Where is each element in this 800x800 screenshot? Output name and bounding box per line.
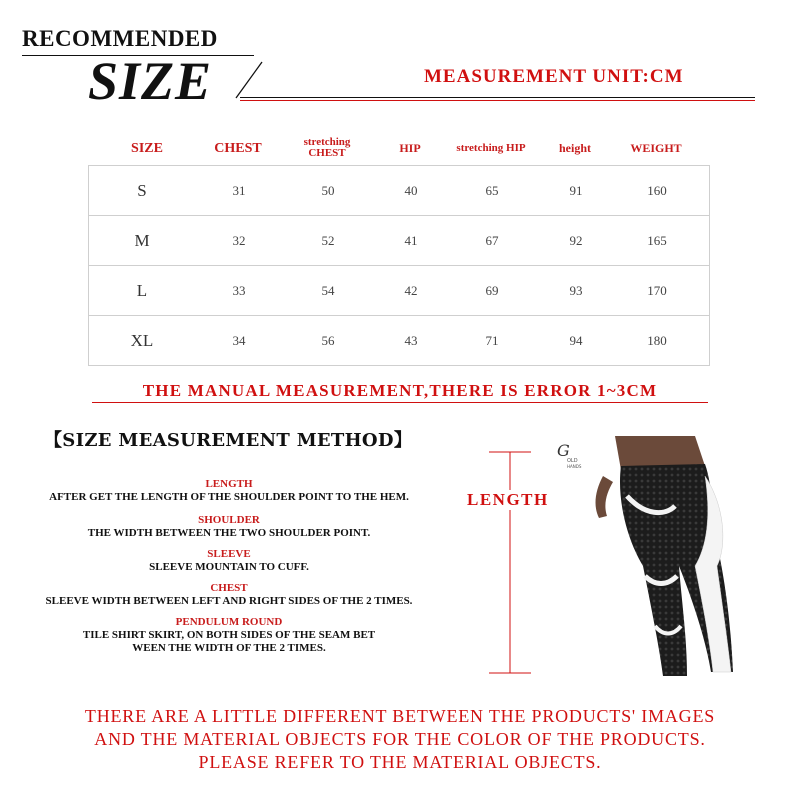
size-heading: SIZE [88, 51, 213, 111]
method-item-title: SLEEVE [207, 548, 251, 560]
recommended-label: RECOMMENDED [22, 26, 218, 51]
method-item-desc: SLEEVE WIDTH BETWEEN LEFT AND RIGHT SIDES OF THE 2 TIMES. [45, 595, 413, 607]
method-item-shoulder [0, 514, 458, 540]
table-cell: 91 [569, 182, 583, 198]
method-item-desc: WEEN THE WIDTH OF THE 2 TIMES. [132, 642, 326, 654]
table-cell: 180 [647, 332, 667, 348]
svg-text:OLD: OLD [567, 458, 578, 464]
table-cell: 42 [404, 282, 418, 298]
table-cell: 69 [485, 282, 499, 298]
table-row [88, 215, 710, 266]
method-item-desc: TILE SHIRT SKIRT, ON BOTH SIDES OF THE SEAM BET [82, 629, 376, 641]
table-cell-size: M [134, 230, 150, 250]
col-header-chest: CHEST [214, 140, 262, 156]
table-cell: 65 [485, 182, 499, 198]
table-cell: 160 [647, 182, 667, 198]
svg-text:HANDS: HANDS [567, 464, 582, 469]
method-item-desc: SLEEVE MOUNTAIN TO CUFF. [149, 561, 309, 573]
leggings-photo [555, 436, 765, 680]
table-cell: 34 [232, 332, 246, 348]
measurement-unit: MEASUREMENT UNIT:CM [424, 66, 684, 87]
method-item-title: SHOULDER [198, 514, 260, 526]
method-item-pendulum-round [0, 616, 458, 655]
table-cell: 92 [569, 232, 583, 248]
method-item-title: CHEST [210, 582, 248, 594]
table-cell: 54 [321, 282, 335, 298]
table-cell: 67 [485, 232, 499, 248]
table-cell: 52 [321, 232, 335, 248]
table-row [88, 315, 710, 366]
header-underline [240, 97, 755, 98]
table-row [88, 265, 710, 316]
col-header-weight: WEIGHT [630, 140, 682, 155]
method-item-desc: THE WIDTH BETWEEN THE TWO SHOULDER POINT. [87, 527, 371, 539]
table-cell: 93 [569, 282, 583, 298]
table-cell: 94 [569, 332, 583, 348]
col-header-hip: HIP [399, 140, 421, 155]
method-item-chest [0, 582, 458, 608]
table-cell: 56 [321, 332, 335, 348]
table-cell: 41 [404, 232, 418, 248]
table-cell: 33 [232, 282, 246, 298]
method-item-title: LENGTH [205, 478, 253, 490]
header-underline-red [240, 100, 755, 101]
table-cell-size: XL [130, 330, 154, 350]
col-header-size: SIZE [131, 140, 163, 156]
table-cell: 40 [404, 182, 418, 198]
length-indicator [480, 440, 540, 685]
footer-line: THERE ARE A LITTLE DIFFERENT BETWEEN THE PRODUCTS' IMAGES [84, 706, 716, 726]
footer-line: PLEASE REFER TO THE MATERIAL OBJECTS. [198, 752, 602, 772]
method-item-sleeve [0, 548, 458, 574]
svg-text:G: G [557, 441, 570, 460]
col-header-stretching-hip: stretching HIP [456, 141, 526, 154]
slash-divider [232, 60, 272, 100]
table-cell: 170 [647, 282, 667, 298]
col-header-height: height [558, 140, 591, 155]
table-cell-size: S [137, 180, 147, 200]
table-cell-size: L [136, 280, 148, 300]
table-row [88, 165, 710, 216]
table-cell: 31 [232, 182, 246, 198]
method-item-desc: AFTER GET THE LENGTH OF THE SHOULDER POINT TO THE HEM. [49, 491, 409, 503]
method-title: 【SIZE MEASUREMENT METHOD】 [44, 430, 413, 451]
method-item-title: PENDULUM ROUND [175, 616, 283, 628]
method-item-length [0, 478, 458, 504]
length-label: LENGTH [467, 490, 549, 509]
table-cell: 43 [404, 332, 418, 348]
table-cell: 165 [647, 232, 667, 248]
footer-line: AND THE MATERIAL OBJECTS FOR THE COLOR OF THE PRODUCTS. [94, 729, 706, 749]
col-header-stretching-chest: stretching CHEST [303, 136, 351, 159]
table-cell: 50 [321, 182, 335, 198]
table-cell: 71 [485, 332, 499, 348]
notice-underline [92, 402, 708, 403]
table-cell: 32 [232, 232, 246, 248]
measurement-error-notice: THE MANUAL MEASUREMENT,THERE IS ERROR 1~3CM [142, 381, 658, 400]
